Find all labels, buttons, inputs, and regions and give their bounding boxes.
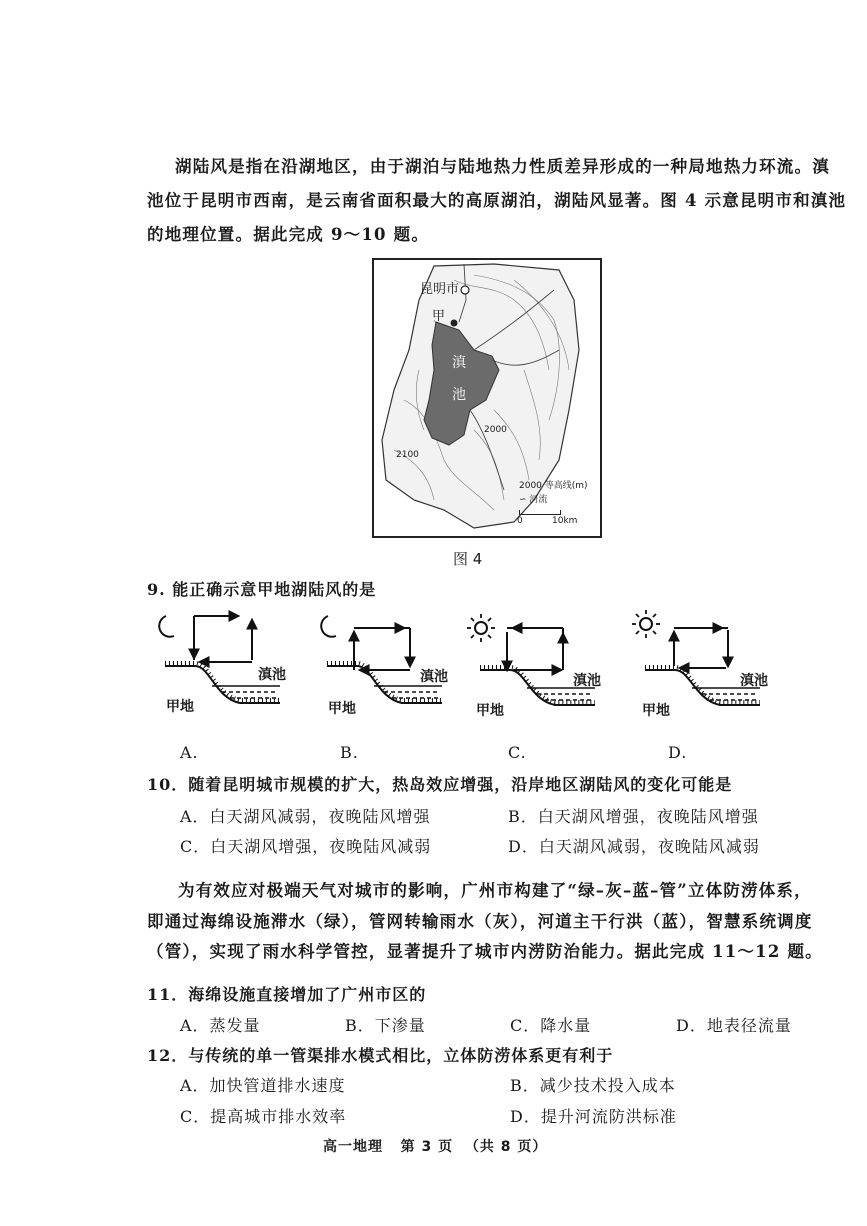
intro1-line2: 池位于昆明市西南，是云南省面积最大的高原湖泊，湖陆风显著。图 4 示意昆明市和滇池: [147, 191, 847, 210]
legend-river-text: 河流: [529, 495, 548, 505]
q12-option-d[interactable]: D．提升河流防洪标准: [510, 1107, 677, 1126]
question-10-stem: 10．随着昆明城市规模的扩大，热岛效应增强，沿岸地区湖陆风的变化可能是: [147, 775, 733, 794]
map-city-label: 昆明市: [420, 282, 460, 297]
q12-option-b[interactable]: B．减少技术投入成本: [510, 1076, 676, 1095]
diagram-c-land-label: 甲地: [476, 703, 504, 719]
intro-paragraph-1: [175, 150, 830, 184]
q11-option-b[interactable]: B．下渗量: [345, 1016, 426, 1035]
q11-option-c[interactable]: C．降水量: [510, 1016, 592, 1035]
q11-option-d[interactable]: D．地表径流量: [676, 1016, 792, 1035]
page-footer: 高一地理 第 3 页 （共 8 页）: [323, 1139, 548, 1155]
q12-option-a[interactable]: A．加快管道排水速度: [180, 1076, 346, 1095]
intro1-line3: 的地理位置。据此完成 9～10 题。: [147, 225, 430, 244]
diagram-c-lake-label: 滇池: [573, 673, 601, 689]
diagram-b-lake-label: 滇池: [420, 669, 448, 685]
sun-icon-d: [632, 610, 660, 638]
kunming-city-marker: [461, 286, 469, 294]
intro1-line3-wrap: [147, 218, 429, 252]
scale-0: 0: [517, 516, 523, 526]
moon-icon-b: [321, 616, 336, 637]
q9-option-d[interactable]: D.: [668, 743, 688, 762]
diagram-a-land-label: 甲地: [166, 699, 194, 715]
diagram-d-land-label: 甲地: [642, 703, 670, 719]
legend-contour-value: 2000: [519, 481, 542, 491]
intro1-line1: 湖陆风是指在沿湖地区，由于湖泊与陆地热力性质差异形成的一种局地热力环流。滇: [175, 157, 830, 176]
q11-option-a[interactable]: A．蒸发量: [180, 1016, 261, 1035]
figure-caption: 图 4: [453, 550, 483, 568]
intro2-line1: 为有效应对极端天气对城市的影响，广州市构建了“绿–灰–蓝–管”立体防涝体系，: [178, 881, 812, 900]
q12-option-c[interactable]: C．提高城市排水效率: [180, 1107, 347, 1126]
jia-point-marker: [451, 320, 458, 327]
map-lake-label-2: 池: [452, 387, 466, 403]
intro2-line2: 即通过海绵设施滞水（绿），管网转输雨水（灰），河道主干行洪（蓝），智慧系统调度: [147, 912, 813, 931]
legend-river: [519, 492, 547, 505]
scale-bar: [519, 510, 561, 515]
map-contour-2100: 2100: [396, 450, 419, 460]
diagram-d: [632, 610, 760, 705]
diagram-b: [321, 616, 442, 703]
intro1-line2-wrap: [147, 184, 846, 218]
q9-option-b[interactable]: B.: [340, 743, 359, 762]
question-9-stem: 9. 能正确示意甲地湖陆风的是: [147, 580, 377, 599]
legend-river-icon: ∽: [519, 495, 530, 505]
sun-icon-c: [467, 614, 495, 642]
q10-option-c[interactable]: C．白天湖风增强，夜晚陆风减弱: [180, 837, 432, 856]
diagram-a: [159, 612, 280, 703]
diagram-b-land-label: 甲地: [328, 701, 356, 717]
q10-option-d[interactable]: D．白天湖风减弱，夜晚陆风减弱: [508, 837, 760, 856]
q10-option-b[interactable]: B．白天湖风增强，夜晚陆风增强: [508, 807, 759, 826]
question-12-stem: 12．与传统的单一管渠排水模式相比，立体防涝体系更有利于: [147, 1046, 614, 1065]
diagram-a-lake-label: 滇池: [258, 667, 286, 683]
legend-contour: [519, 478, 588, 491]
figure-4-map: [372, 258, 602, 538]
q10-option-a[interactable]: A．白天湖风减弱，夜晚陆风增强: [180, 807, 431, 826]
map-lake-label-1: 滇: [452, 355, 466, 371]
intro2-line3: （管），实现了雨水科学管控，显著提升了城市内涝防治能力。据此完成 11～12 题。: [147, 942, 823, 961]
q9-diagrams: [150, 608, 790, 728]
map-contour-2000: 2000: [484, 425, 507, 435]
scale-10km: 10km: [552, 516, 578, 526]
diagram-d-lake-label: 滇池: [740, 673, 768, 689]
moon-icon-a: [159, 616, 174, 637]
q9-option-c[interactable]: C.: [508, 743, 527, 762]
diagram-c: [467, 614, 595, 705]
question-11-stem: 11．海绵设施直接增加了广州市区的: [147, 985, 427, 1004]
map-svg: [374, 260, 600, 536]
map-jia-label: 甲: [432, 309, 446, 324]
legend-contour-text: 等高线(m): [544, 481, 588, 491]
q9-option-a[interactable]: A.: [180, 743, 199, 762]
